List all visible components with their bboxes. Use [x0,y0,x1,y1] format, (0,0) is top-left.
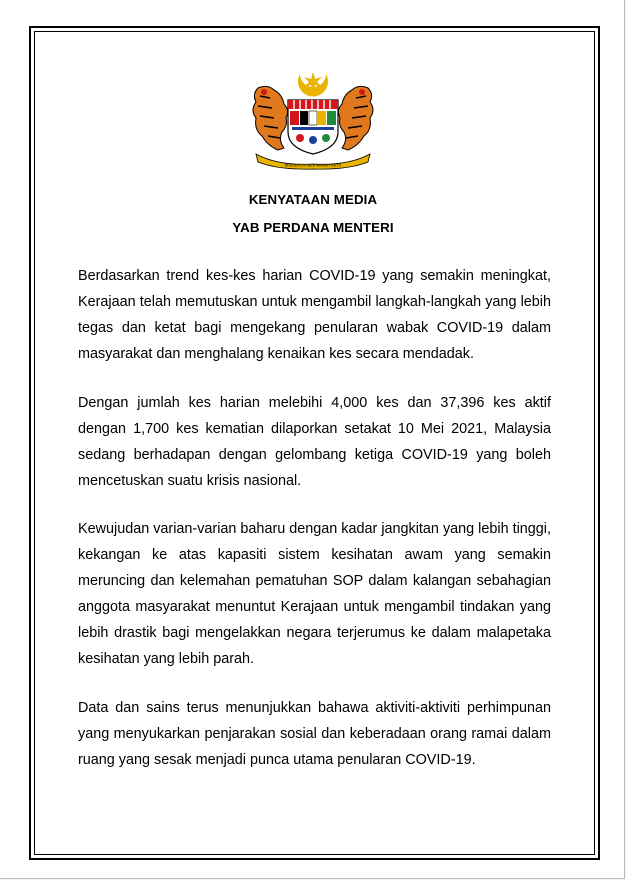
document-heading-title: KENYATAAN MEDIA [248,192,378,207]
svg-text:BERSEKUTU BERTAMBAH MUTU: BERSEKUTU BERTAMBAH MUTU [284,163,342,168]
paragraph-2: Dengan jumlah kes harian melebihi 4,000 kes dan 37,396 kes aktif dengan 1,700 kes kematian dilaporkan setakat 10 Mei 2021, Malaysia sedang berhadapan dengan gelombang ketiga COVID-19 yang boleh mencetuskan suatu krisis nasional. [78,395,551,489]
paragraph-3: Kewujudan varian-varian baharu dengan kadar jangkitan yang lebih tinggi, kekangan ke atas kapasiti sistem kesihatan awam yang semakin meruncing dan kelemahan pematuhan SOP dalam kalangan sebahagian anggota masyarakat menuntut Kerajaan untuk mengambil tindakan yang lebih drastik bagi mengelakkan negara terjerumus ke dalam malapetaka kesihatan yang lebih parah. [78,521,551,667]
paragraph-1: Berdasarkan trend kes-kes harian COVID-19 yang semakin meningkat, Kerajaan telah memutuskan untuk mengambil langkah-langkah yang lebih tegas dan ketat bagi mengekang penularan wabak COVID-19 dalam masyarakat dan menghalang kenaikan kes secara mendadak. [78,268,551,362]
paragraph-4: Data dan sains terus menunjukkan bahawa aktiviti-aktiviti perhimpunan yang menyukarkan penjarakan sosial dan keberadaan orang ramai dalam ruang yang sesak menjadi punca utama penularan COVID-19. [78,700,551,768]
malaysia-coat-of-arms-icon [248,70,378,170]
document-heading-subtitle: YAB PERDANA MENTERI [232,220,394,235]
